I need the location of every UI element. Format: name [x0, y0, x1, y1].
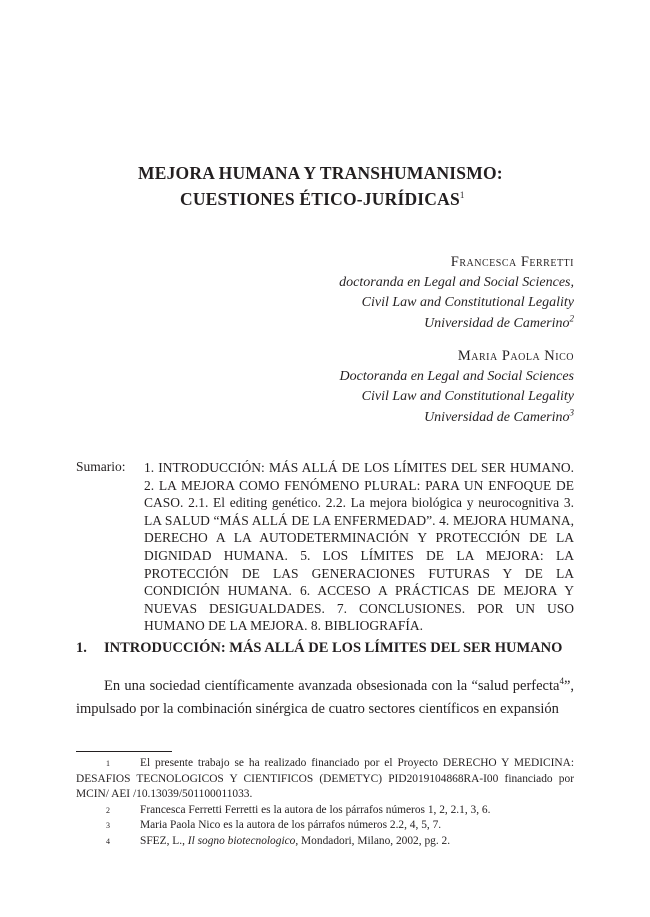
author-affiliation-line: doctoranda en Legal and Social Sciences,	[339, 274, 574, 290]
footnote-ref-2[interactable]: 2	[569, 312, 574, 323]
footnote-2: 2 Francesca Ferretti Ferretti es la autora de los párrafos números 1, 2, 2.1, 3, 6.	[76, 803, 574, 819]
author-block-ferretti	[339, 252, 574, 334]
footnote-ref-1[interactable]: 1	[459, 190, 465, 201]
author-block-nico	[340, 346, 574, 428]
footnote-number: 2	[106, 805, 110, 815]
footnote-ref-3[interactable]: 3	[569, 406, 574, 417]
footnote-3: 3 Maria Paola Nico es la autora de los párrafos números 2.2, 4, 5, 7.	[76, 818, 574, 834]
footnote-number: 1	[106, 759, 110, 768]
footnotes	[76, 756, 574, 849]
author-affiliation-line: Civil Law and Constitutional Legality	[361, 389, 574, 404]
footnote-1: 1 El presente trabajo se ha realizado financiado por el Proyecto DERECHO Y MEDICINA: DESAFIOS TECNOLOGICOS Y CIENTIFICOS (DEMETYC) PID2019104868RA-I00 financiado por MCIN/ AEI /10.13039/501100011033.	[76, 757, 574, 800]
footnote-ref-4[interactable]: 4	[559, 676, 564, 687]
sumario-label: Sumario:	[76, 459, 126, 474]
footnote-number: 3	[106, 821, 110, 830]
author-name: Maria Paola Nico	[457, 348, 574, 364]
section-title: INTRODUCCIÓN: MÁS ALLÁ DE LOS LÍMITES DEL SER HUMANO	[104, 640, 563, 656]
author-name: Francesca Ferretti	[450, 254, 574, 270]
footnote-4: 4 SFEZ, L., Il sogno biotecnologico, Mondadori, Milano, 2002, pg. 2.	[76, 834, 574, 850]
title-line-2: CUESTIONES ÉTICO-JURÍDICAS$^1$	[180, 189, 465, 209]
author-affiliation-line: Universidad de Camerino$^2$	[424, 312, 574, 331]
section-heading	[76, 640, 596, 657]
footnote-number: 4	[106, 836, 110, 846]
author-affiliation-line: Doctoranda en Legal and Social Sciences	[339, 368, 574, 384]
cited-work-title: Il sogno biotecnologico	[187, 834, 296, 847]
author-affiliation-line: Universidad de Camerino$^3$	[424, 406, 574, 425]
author-affiliation-line: Civil Law and Constitutional Legality	[361, 295, 574, 310]
section-number: 1.	[76, 640, 87, 656]
footnote-separator	[76, 751, 172, 752]
body-paragraph: En una sociedad científicamente avanzada obsesionada con la “salud perfecta$^4$”, impulsado por la combinación sinérgica de cuatro sectores científicos en expansión	[76, 676, 574, 717]
sumario-text: 1. INTRODUCCIÓN: MÁS ALLÁ DE LOS LÍMITES DEL SER HUMANO. 2. LA MEJORA COMO FENÓMENO PLURAL: PARA UN ENFOQUE DE CASO. 2.1. El editing genético. 2.2. La mejora biológica y neurocognitiva 3. LA SALUD “MÁS ALLÁ DE LA ENFERMEDAD”. 4. MEJORA HUMANA, DERECHO A LA AUTODETERMINACIÓN Y PROTECCIÓN DE LA DIGNIDAD HUMANA. 5. LOS LÍMITES DE LA MEJORA: LA PROTECCIÓN DE LAS GENERACIONES FUTURAS Y DE LA CONDICIÓN HUMANA. 6. ACCESO A PRÁCTICAS DE MEJORA Y NUEVAS DESIGUALDADES. 7. CONCLUSIONES. POR UN USO HUMANO DE LA MEJORA. 8. BIBLIOGRAFÍA.	[144, 460, 574, 634]
title-line-1: MEJORA HUMANA Y TRANSHUMANISMO:	[138, 163, 503, 183]
